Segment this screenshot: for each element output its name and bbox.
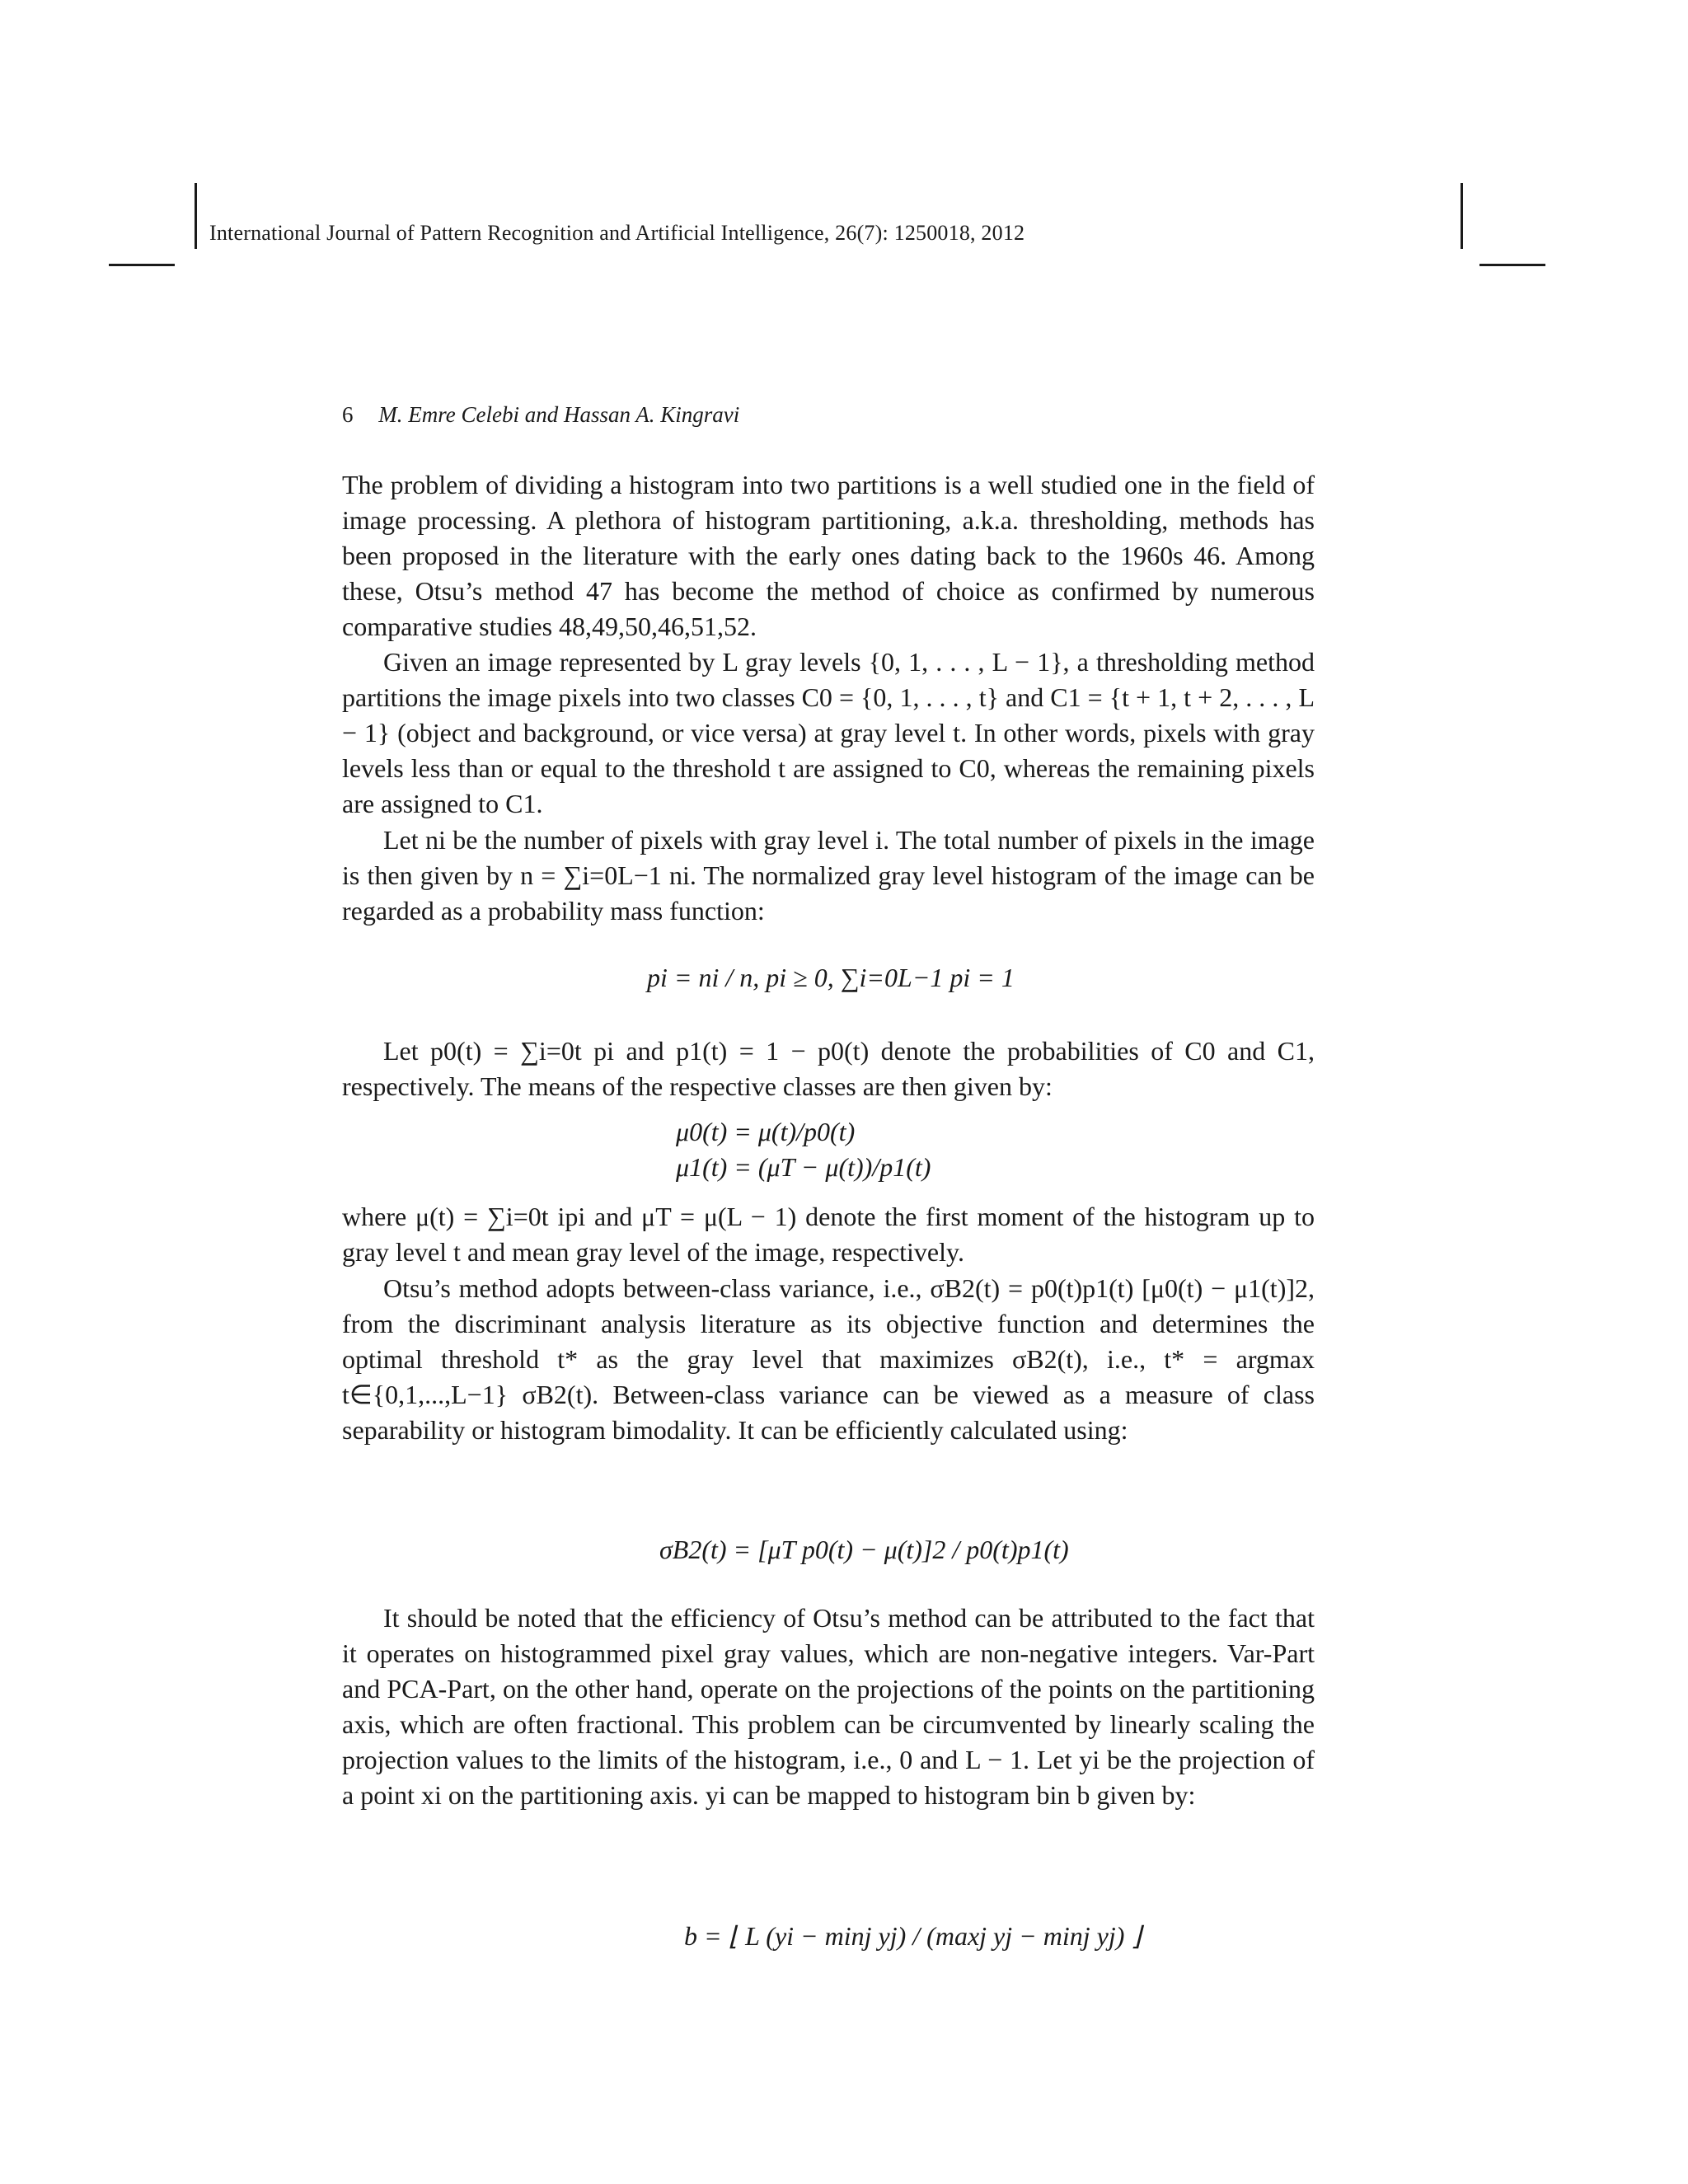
paragraph-5: where μ(t) = ∑i=0t ipi and μT = μ(L − 1) denote the first moment of the histogram up to gray level t and mean gray level of the image, respectively.	[342, 1202, 1315, 1267]
paragraph-1: The problem of dividing a histogram into two partitions is a well studied one in the field of image processing. A plethora of histogram partitioning, a.k.a. thresholding, methods has been proposed in the literature with the early ones dating back to the 1960s 46. Among these, Otsu’s method 47 has become the method of choice as confirmed by numerous comparative studies 48,49,50,46,51,52.	[342, 470, 1315, 641]
paragraph-3: Let ni be the number of pixels with gray level i. The total number of pixels in the image is then given by n = ∑i=0L−1 ni. The normalized gray level histogram of the image can be regarded as a probability mass function:	[342, 825, 1315, 926]
paragraph-4: Let p0(t) = ∑i=0t pi and p1(t) = 1 − p0(t) denote the probabilities of C0 and C1, respectively. The means of the respective classes are then given by:	[342, 1036, 1315, 1101]
journal-running-head: International Journal of Pattern Recognition and Artificial Intelligence, 26(7): 1250018, 2012	[209, 221, 1025, 245]
crop-mark-top-right-vertical	[1461, 183, 1463, 249]
crop-mark-top-right-horizontal	[1479, 264, 1545, 266]
paragraph-2: Given an image represented by L gray levels {0, 1, . . . , L − 1}, a thresholding method partitions the image pixels into two classes C0 = {0, 1, . . . , t} and C1 = {t + 1, t + 2, . . . , L − 1} (object and background, or vice versa) at gray level t. In other words, pixels with gray levels less than or equal to the threshold t are assigned to C0, whereas the remaining pixels are assigned to C1.	[342, 647, 1315, 818]
equation-mean-class-0: μ0(t) = μ(t)/p0(t)	[676, 1117, 856, 1146]
author-line: M. Emre Celebi and Hassan A. Kingravi	[378, 402, 740, 427]
equation-histogram-bin: b = ⌊ L (yi − minj yj) / (maxj yj − minj yj) ⌋	[684, 1921, 1142, 1951]
equation-pmf: pi = ni / n, pi ≥ 0, ∑i=0L−1 pi = 1	[647, 963, 1015, 992]
paragraph-6: Otsu’s method adopts between-class variance, i.e., σB2(t) = p0(t)p1(t) [μ0(t) − μ1(t)]2, from the discriminant analysis literature as its objective function and determines the optimal threshold t* as the gray level that maximizes σB2(t), i.e., t* = argmax t∈{0,1,...,L−1} σB2(t). Between-class variance can be viewed as a measure of class separability or histogram bimodality. It can be efficiently calculated using:	[342, 1273, 1315, 1445]
equation-mean-class-1: μ1(t) = (μT − μ(t))/p1(t)	[676, 1152, 931, 1182]
equation-between-class-variance: σB2(t) = [μT p0(t) − μ(t)]2 / p0(t)p1(t)	[659, 1535, 1069, 1564]
crop-mark-top-left-vertical	[195, 183, 197, 249]
paragraph-7: It should be noted that the efficiency of Otsu’s method can be attributed to the fact that it operates on histogrammed pixel gray values, which are non-negative integers. Var-Part and PCA-Part, on the other hand, operate on the projections of the points on the partitioning axis, which are often fractional. This problem can be circumvented by linearly scaling the projection values to the limits of the histogram, i.e., 0 and L − 1. Let yi be the projection of a point xi on the partitioning axis. yi can be mapped to histogram bin b given by:	[342, 1603, 1315, 1810]
crop-mark-top-left-horizontal	[109, 264, 175, 266]
page-header	[342, 402, 739, 428]
page-number: 6	[342, 402, 354, 427]
